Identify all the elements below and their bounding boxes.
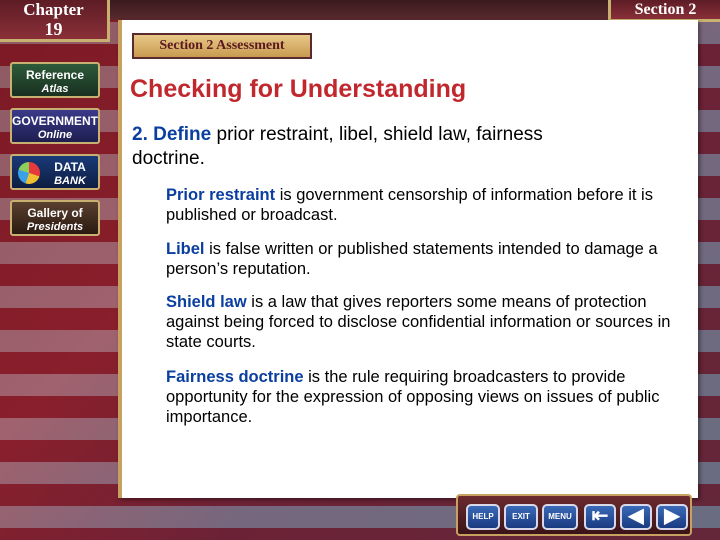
chapter-tab: [0, 0, 110, 42]
definition-term: Prior restraint: [166, 186, 276, 204]
sidebar: [10, 62, 106, 246]
reference-atlas-sublabel: Atlas: [41, 83, 69, 95]
menu-button[interactable]: MENU: [542, 504, 578, 530]
definition-term: Libel: [166, 240, 205, 258]
exit-button[interactable]: EXIT: [504, 504, 538, 530]
arrow-left-icon[interactable]: ◀: [620, 504, 652, 530]
section-tab: Section 2: [608, 0, 720, 22]
definition-shield-law: [166, 292, 686, 352]
definition-text: is government censorship of information before it is published or broadcast.: [166, 186, 653, 224]
chapter-number: 19: [44, 19, 63, 39]
help-button[interactable]: HELP: [466, 504, 500, 530]
definition-term: Shield law: [166, 293, 247, 311]
definition-term: Fairness doctrine: [166, 368, 304, 386]
definition-text: is a law that gives reporters some means of protection against being forced to disclose confidential information or sources in state courts.: [166, 293, 671, 351]
definition-text: is false written or published statements intended to damage a person’s reputation.: [166, 240, 658, 278]
navigation-bar: [456, 494, 692, 536]
gallery-sublabel: Presidents: [26, 221, 84, 233]
gallery-label: Gallery of: [27, 206, 83, 220]
definition-prior-restraint: [166, 185, 686, 225]
question: [132, 123, 602, 171]
chapter-label: Chapter: [23, 0, 84, 19]
first-page-icon[interactable]: ⇤: [584, 504, 616, 530]
definition-fairness-doctrine: [166, 367, 686, 427]
definition-libel: [166, 239, 686, 279]
question-number: 2.: [132, 124, 148, 145]
section-assessment-badge: Section 2 Assessment: [132, 33, 312, 59]
data-bank-sublabel: BANK: [54, 175, 86, 187]
reference-atlas-button[interactable]: [10, 62, 100, 98]
question-text: prior restraint, libel, shield law, fairness doctrine.: [132, 124, 543, 169]
government-online-label: GOVERNMENT: [12, 114, 99, 128]
data-bank-button[interactable]: [10, 154, 100, 190]
data-bank-label: DATA: [54, 160, 86, 174]
arrow-right-icon[interactable]: ▶: [656, 504, 688, 530]
pie-chart-icon: [18, 162, 40, 184]
gallery-of-presidents-button[interactable]: [10, 200, 100, 236]
question-verb: Define: [153, 124, 212, 145]
government-online-button[interactable]: [10, 108, 100, 144]
government-online-sublabel: Online: [37, 129, 73, 141]
definition-text: is the rule requiring broadcasters to provide opportunity for the expression of opposing views on issues of public importance.: [166, 368, 660, 426]
reference-atlas-label: Reference: [25, 68, 85, 82]
page-heading: Checking for Understanding: [130, 75, 467, 103]
